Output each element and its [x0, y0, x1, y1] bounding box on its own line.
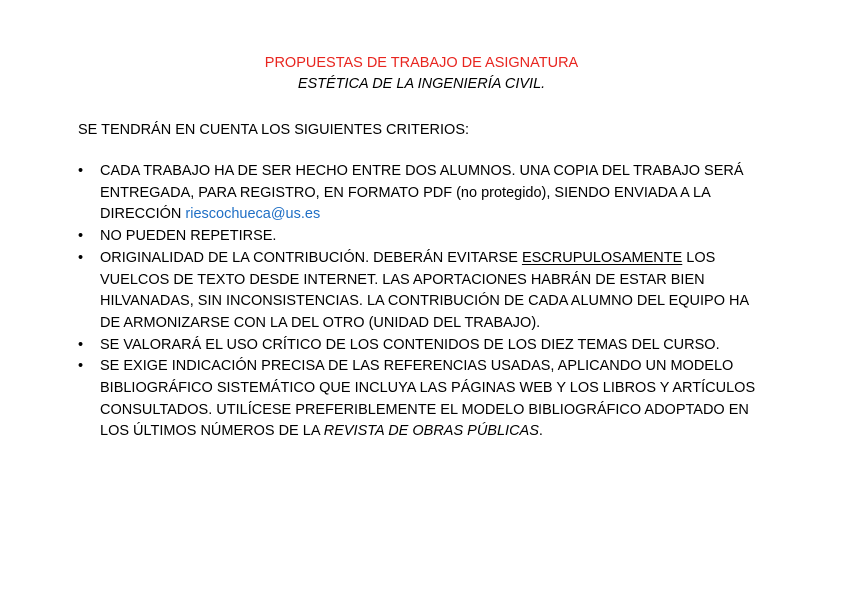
criteria-item-5 [78, 356, 768, 443]
title-block [0, 53, 843, 95]
bullet-icon: • [78, 336, 84, 353]
journal-title: REVISTA DE OBRAS PÚBLICAS [323, 423, 539, 440]
bullet-icon: • [78, 358, 84, 375]
criteria-item-3-text-before: ORIGINALIDAD DE LA CONTRIBUCIÓN. DEBERÁN EVITARSE [100, 249, 522, 266]
criteria-item-5-text-after: . [538, 423, 543, 440]
criteria-item-3-underlined: ESCRUPULOSAMENTE [521, 249, 683, 266]
criteria-item-1 [78, 161, 768, 226]
document-title: PROPUESTAS DE TRABAJO DE ASIGNATURA [264, 55, 579, 71]
bullet-icon: • [78, 163, 84, 179]
criteria-list [78, 161, 768, 443]
bullet-icon: • [78, 249, 84, 266]
email-link[interactable]: riescochueca@us.es [185, 206, 321, 223]
criteria-intro: SE TENDRÁN EN CUENTA LOS SIGUIENTES CRITERIOS: [78, 122, 470, 138]
document-subtitle: ESTÉTICA DE LA INGENIERÍA CIVIL. [297, 76, 546, 92]
criteria-item-3-text-after: LOS VUELCOS DE TEXTO DESDE INTERNET. LAS APORTACIONES HABRÁN DE ESTAR BIEN HILVANADAS, SIN INCONSISTENCIAS. LA CONTRIBUCIÓN DE CADA ALUMNO DEL EQUIPO HA DE ARMONIZARSE CON LA DEL OTRO (UNIDAD DEL TRABAJO). [100, 249, 749, 331]
criteria-item-2 [78, 226, 768, 248]
criteria-item-5-text-before: SE EXIGE INDICACIÓN PRECISA DE LAS REFERENCIAS USADAS, APLICANDO UN MODELO BIBLIOGRÁFICO SISTEMÁTICO QUE INCLUYA LAS PÁGINAS WEB Y LOS LIBROS Y ARTÍCULOS CONSULTADOS. UTILÍCESE PREFERIBLEMENTE EL MODELO BIBLIOGRÁFICO ADOPTADO EN LOS ÚLTIMOS NÚMEROS DE LA [100, 358, 756, 440]
criteria-item-4-text: SE VALORARÁ EL USO CRÍTICO DE LOS CONTENIDOS DE LOS DIEZ TEMAS DEL CURSO. [100, 336, 720, 353]
criteria-item-2-text: NO PUEDEN REPETIRSE. [100, 228, 277, 245]
criteria-item-4 [78, 335, 768, 357]
criteria-item-1-text: CADA TRABAJO HA DE SER HECHO ENTRE DOS ALUMNOS. UNA COPIA DEL TRABAJO SERÁ ENTREGADA, PARA REGISTRO, EN FORMATO PDF (no protegido), SIENDO ENVIADA A LA DIRECCIÓN [100, 163, 744, 223]
criteria-item-3 [78, 248, 768, 335]
bullet-icon: • [78, 228, 84, 245]
